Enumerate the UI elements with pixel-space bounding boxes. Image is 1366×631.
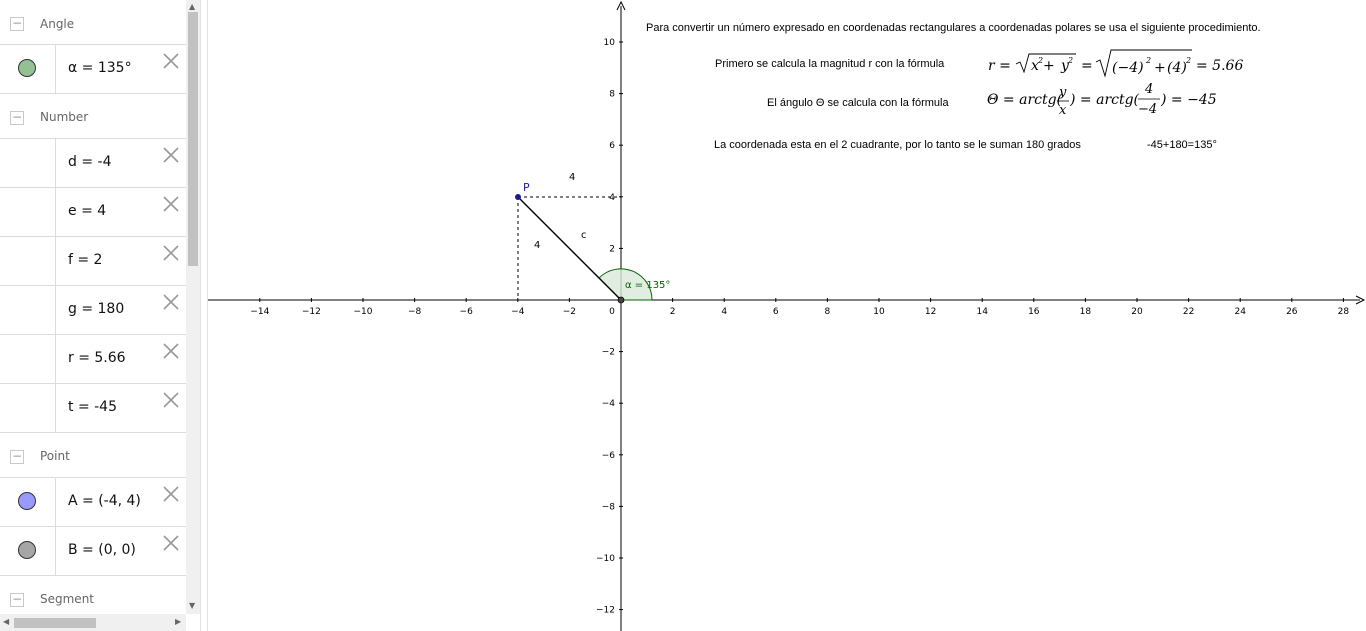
formula-r-exp: 2 xyxy=(1146,56,1152,65)
side-left-label: 4 xyxy=(534,240,541,251)
formula-r-lhs: r = xyxy=(988,58,1011,74)
x-tick-label: 22 xyxy=(1182,307,1195,317)
formula-theta[interactable] xyxy=(987,82,1217,118)
formula-r-plus: + xyxy=(1154,60,1166,76)
y-tick-label: 4 xyxy=(609,192,615,203)
formula-theta-result: ) = −45 xyxy=(1161,92,1217,108)
delete-icon[interactable] xyxy=(161,145,181,165)
scroll-up-icon[interactable]: ▲ xyxy=(189,2,196,11)
segment-c-label: c xyxy=(581,230,587,241)
marker-empty xyxy=(0,335,56,383)
x-tick-label: 26 xyxy=(1286,307,1298,317)
group-label: Angle xyxy=(40,17,75,31)
algebra-item-e[interactable] xyxy=(0,188,186,237)
visibility-dot-icon[interactable] xyxy=(18,492,36,510)
delete-icon[interactable] xyxy=(161,292,181,312)
x-tick-label: −14 xyxy=(250,307,270,317)
scroll-left-icon[interactable]: ◀ xyxy=(3,617,10,626)
group-label: Number xyxy=(40,110,89,124)
algebra-item-g[interactable] xyxy=(0,286,186,335)
scroll-right-icon[interactable]: ▶ xyxy=(175,617,182,626)
x-tick-label: 20 xyxy=(1131,307,1143,317)
formula-r-a: (−4) xyxy=(1112,60,1144,76)
delete-icon[interactable] xyxy=(161,51,181,71)
scroll-thumb[interactable] xyxy=(14,618,96,628)
scroll-thumb[interactable] xyxy=(188,12,198,266)
x-tick-label: 18 xyxy=(1079,307,1092,317)
algebra-item-t[interactable] xyxy=(0,384,186,433)
text-quadrant[interactable]: La coordenada esta en el 2 cuadrante, por lo tanto se le suman 180 grados xyxy=(714,139,1081,151)
text-angle[interactable]: El ángulo Θ se calcula con la fórmula xyxy=(767,97,949,109)
text-magnitude[interactable]: Primero se calcula la magnitud r con la fórmula xyxy=(715,58,945,70)
algebra-item-alpha[interactable] xyxy=(0,45,186,94)
marker-empty xyxy=(0,384,56,432)
scroll-down-icon[interactable]: ▼ xyxy=(189,601,196,610)
formula-theta-den1: x xyxy=(1059,103,1067,118)
y-tick-label: 8 xyxy=(609,89,615,100)
text-sum[interactable]: -45+180=135° xyxy=(1147,139,1217,151)
y-tick-label: −4 xyxy=(601,399,615,410)
formula-theta-num1: y xyxy=(1059,85,1067,100)
delete-icon[interactable] xyxy=(161,341,181,361)
x-tick-label: −8 xyxy=(407,307,422,317)
x-tick-label: 6 xyxy=(772,307,779,317)
algebra-item-A[interactable] xyxy=(0,478,186,527)
y-tick-label: −8 xyxy=(601,502,615,513)
collapse-toggle[interactable]: − xyxy=(11,592,23,606)
formula-theta-mid: ) = arctg( xyxy=(1070,92,1140,108)
x-tick-label: 14 xyxy=(976,307,988,317)
algebra-item-f[interactable] xyxy=(0,237,186,286)
x-tick-label: 8 xyxy=(824,307,831,317)
vertical-scrollbar[interactable] xyxy=(186,0,200,614)
group-header-number[interactable] xyxy=(0,96,186,140)
group-label: Segment xyxy=(40,592,94,606)
x-tick-label: −2 xyxy=(562,307,577,317)
marker-empty xyxy=(0,139,56,187)
item-value[interactable]: A = (-4, 4) xyxy=(68,493,141,509)
y-tick-label: 6 xyxy=(609,141,615,152)
text-intro[interactable]: Para convertir un número expresado en coordenadas rectangulares a coordenadas polares se usa el siguiente procedimiento. xyxy=(646,22,1261,34)
formula-r-x: x xyxy=(1031,58,1039,74)
y-tick-label: −10 xyxy=(596,554,615,564)
y-tick-label: 10 xyxy=(603,38,615,48)
y-tick-label: −12 xyxy=(596,605,615,616)
group-header-segment[interactable] xyxy=(0,578,186,614)
delete-icon[interactable] xyxy=(161,484,181,504)
x-tick-label: 2 xyxy=(669,307,676,317)
formula-r-plus: + xyxy=(1043,58,1055,74)
algebra-item-d[interactable] xyxy=(0,139,186,188)
x-tick-label: 24 xyxy=(1234,307,1246,317)
x-tick-label: −10 xyxy=(353,307,373,317)
collapse-toggle[interactable]: − xyxy=(11,449,23,463)
formula-theta-lhs: Θ = arctg( xyxy=(987,92,1063,108)
y-tick-label: −2 xyxy=(601,347,615,358)
x-tick-label: 12 xyxy=(924,307,937,317)
point-B[interactable] xyxy=(618,297,624,303)
x-tick-label: 16 xyxy=(1028,307,1040,317)
delete-icon[interactable] xyxy=(161,243,181,263)
item-value[interactable]: d = -4 xyxy=(68,154,112,170)
formula-r-exp: 2 xyxy=(1186,56,1192,65)
delete-icon[interactable] xyxy=(161,390,181,410)
formula-r-y: y xyxy=(1061,58,1069,74)
visibility-dot-icon[interactable] xyxy=(18,59,36,77)
point-P-label: P xyxy=(523,181,530,194)
algebra-item-B[interactable] xyxy=(0,527,186,576)
formula-r-exp: 2 xyxy=(1038,56,1044,65)
formula-r-eq: = xyxy=(1081,58,1093,74)
visibility-marker[interactable] xyxy=(0,45,56,93)
formula-r-exp: 2 xyxy=(1068,56,1074,65)
x-tick-label: −6 xyxy=(459,307,473,317)
y-tick-label: 2 xyxy=(609,244,615,255)
point-P[interactable] xyxy=(515,194,521,200)
marker-empty xyxy=(0,188,56,236)
group-label: Point xyxy=(40,449,70,463)
formula-r-b: (4) xyxy=(1167,60,1187,76)
delete-icon[interactable] xyxy=(161,194,181,214)
algebra-view xyxy=(0,0,186,614)
collapse-toggle[interactable]: − xyxy=(11,110,23,124)
x-tick-label: 10 xyxy=(873,307,885,317)
item-value[interactable]: f = 2 xyxy=(68,252,103,268)
item-value[interactable]: α = 135° xyxy=(68,60,132,76)
marker-empty xyxy=(0,237,56,285)
graphics-view[interactable] xyxy=(208,0,1366,631)
horizontal-scrollbar[interactable] xyxy=(0,614,186,631)
x-tick-label: −12 xyxy=(301,307,321,317)
visibility-marker[interactable] xyxy=(0,478,56,526)
angle-alpha-label: α = 135° xyxy=(625,280,671,291)
group-header-angle[interactable] xyxy=(0,2,186,46)
formula-r[interactable] xyxy=(988,50,1243,76)
x-tick-label: 28 xyxy=(1337,307,1350,317)
formula-theta-den2: −4 xyxy=(1138,102,1158,117)
y-tick-label: −6 xyxy=(601,450,615,461)
x-tick-label: 0 xyxy=(609,307,615,317)
formula-r-result: = 5.66 xyxy=(1196,58,1244,74)
algebra-item-r[interactable] xyxy=(0,335,186,384)
collapse-toggle[interactable]: − xyxy=(11,16,23,30)
item-value[interactable]: g = 180 xyxy=(68,301,125,317)
marker-empty xyxy=(0,286,56,334)
delete-icon[interactable] xyxy=(161,533,181,553)
group-header-point[interactable] xyxy=(0,435,186,479)
side-top-label: 4 xyxy=(569,172,576,183)
x-tick-label: −4 xyxy=(511,307,525,317)
item-value[interactable]: t = -45 xyxy=(68,399,117,415)
item-value[interactable]: r = 5.66 xyxy=(68,350,126,366)
visibility-dot-icon[interactable] xyxy=(18,541,36,559)
x-tick-label: 4 xyxy=(721,307,728,317)
formula-theta-num2: 4 xyxy=(1145,82,1154,97)
item-value[interactable]: e = 4 xyxy=(68,203,107,219)
view-splitter[interactable] xyxy=(200,0,208,631)
item-value[interactable]: B = (0, 0) xyxy=(68,542,136,558)
visibility-marker[interactable] xyxy=(0,527,56,575)
